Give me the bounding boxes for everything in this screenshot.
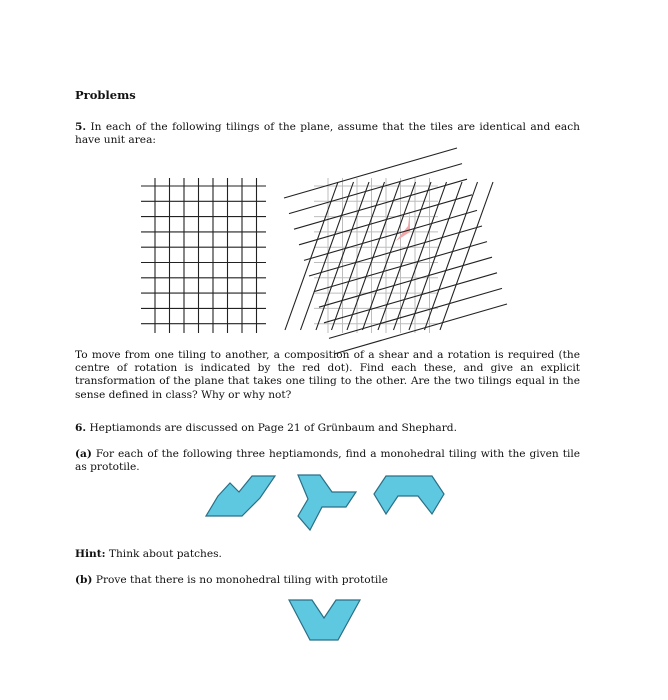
part-a-label: (a) [75,448,92,460]
part-a-text: For each of the following three heptiamonds, find a monohedral tiling with the given tile as prototile. [75,448,581,474]
part-b-label: (b) [75,574,93,586]
problem-6-text: Heptiamonds are discussed on Page 21 of Grünbaum and Shephard. [89,422,457,434]
part-b-text: Prove that there is no monohedral tiling with prototile [95,574,388,586]
problem-6-number: 6. [75,422,87,434]
problem-5-followup: To move from one tiling to another, a composition of a shear and a rotation is required (the centre of rotation is indicated by the red dot). Find each these, and give an explicit transformation of the plane that takes one tiling to the other. Are the two tilings equal in the sense defined in class? Why or why not? [75,349,580,401]
heptiamond-4 [289,600,360,640]
hint-text: Think about patches. [108,548,222,560]
problem-5-text: In each of the following tilings of the plane, assume that the tiles are identical and each have unit area: [75,121,580,147]
hint-label: Hint: [75,548,106,560]
problem-5-number: 5. [75,121,87,133]
section-heading: Problems [75,88,136,102]
